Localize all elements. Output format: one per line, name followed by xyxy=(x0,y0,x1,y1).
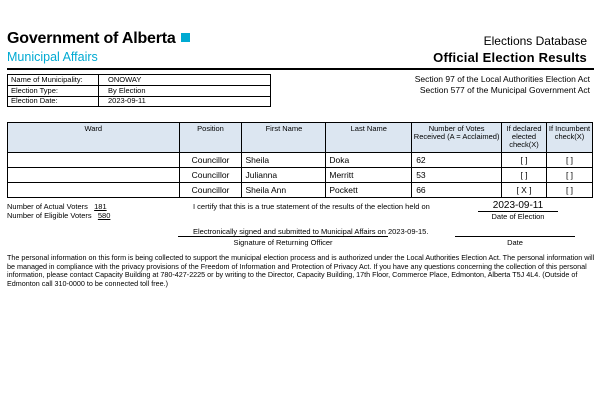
incumbent-checkbox: [ ] xyxy=(547,153,593,168)
declared-header-line2: elected xyxy=(511,132,537,141)
table-row xyxy=(8,153,593,168)
last-name-cell: Pockett xyxy=(326,183,412,198)
last-name-cell: Doka xyxy=(326,153,412,168)
signature-line xyxy=(178,236,388,237)
last-name-header: Last Name xyxy=(326,123,412,153)
municipality-row xyxy=(8,75,270,86)
eligible-voters-label: Number of Eligible Voters xyxy=(7,211,92,220)
eligible-voters-line xyxy=(7,211,110,220)
votes-cell: 62 xyxy=(412,153,502,168)
votes-cell: 66 xyxy=(412,183,502,198)
ward-cell xyxy=(8,153,180,168)
ministry-name: Municipal Affairs xyxy=(7,50,98,64)
votes-header-line1: Number of Votes xyxy=(428,124,485,133)
privacy-notice: The personal information on this form is being collected to support the municipal election process and is authorized under the Local Authorities Election Act. The personal information will be managed in compliance with the privacy provisions of the Freedom of Information and Protection of Privacy Act. If you have any questions concerning the collection of this personal information, please contact Capacity Building at 780-427-2225 or by writing to the Director, Capacity Building, 17th Floor, Commerce Place, Edmonton, Alberta T5J 4L4. (Outside of Edmonton call 310-0000 to be connected toll free.) xyxy=(7,253,595,288)
election-date-signed: 2023-09-11 xyxy=(478,200,558,212)
table-row xyxy=(8,168,593,183)
info-separator xyxy=(98,96,99,107)
votes-cell: 53 xyxy=(412,168,502,183)
section-97-line: Section 97 of the Local Authorities Election Act xyxy=(414,74,590,84)
declared-checkbox: [ ] xyxy=(502,153,547,168)
first-name-cell: Julianna xyxy=(242,168,326,183)
database-title: Elections Database xyxy=(483,34,587,48)
date-line xyxy=(455,236,575,237)
ward-cell xyxy=(8,168,180,183)
position-cell: Councillor xyxy=(179,153,242,168)
org-name-text: Government of Alberta xyxy=(7,30,176,47)
logo-square-icon xyxy=(181,33,190,42)
actual-voters-label: Number of Actual Voters xyxy=(7,202,88,211)
results-table xyxy=(7,122,593,198)
ward-header: Ward xyxy=(8,123,180,153)
declared-header-line3: check(X) xyxy=(509,140,539,149)
actual-voters-line xyxy=(7,202,107,211)
position-header: Position xyxy=(179,123,242,153)
election-date-caption: Date of Election xyxy=(491,212,545,221)
position-cell: Councillor xyxy=(179,168,242,183)
last-name-cell: Merritt xyxy=(326,168,412,183)
table-row xyxy=(8,183,593,198)
position-cell: Councillor xyxy=(179,183,242,198)
incumbent-checkbox: [ ] xyxy=(547,183,593,198)
first-name-cell: Sheila xyxy=(242,153,326,168)
first-name-cell: Sheila Ann xyxy=(242,183,326,198)
legislation-references xyxy=(415,74,590,96)
org-name xyxy=(7,30,190,48)
votes-header xyxy=(412,123,502,153)
election-date-value: 2023-09-11 xyxy=(108,96,146,105)
incumbent-header-line2: check(X) xyxy=(554,132,585,141)
date-caption: Date xyxy=(507,238,523,247)
declared-header xyxy=(502,123,547,153)
eligible-voters-value: 580 xyxy=(97,211,111,220)
electronic-signature-text: Electronically signed and submitted to Municipal Affairs on 2023-09-15. xyxy=(193,227,429,236)
info-separator xyxy=(98,75,99,85)
first-name-header: First Name xyxy=(242,123,326,153)
document-title: Official Election Results xyxy=(433,50,587,65)
incumbent-checkbox: [ ] xyxy=(547,168,593,183)
election-type-label: Election Type: xyxy=(11,86,58,95)
certification-statement: I certify that this is a true statement of the results of the election held on xyxy=(193,202,430,211)
header-divider xyxy=(7,68,594,70)
signature-caption: Signature of Returning Officer xyxy=(233,238,333,247)
section-577-line: Section 577 of the Municipal Government Act xyxy=(419,85,590,95)
votes-header-line2: Received (A = Acclaimed) xyxy=(413,132,500,141)
ward-cell xyxy=(8,183,180,198)
actual-voters-value: 181 xyxy=(94,202,107,211)
incumbent-header-line1: If Incumbent xyxy=(548,124,591,133)
municipality-value: ONOWAY xyxy=(108,75,142,84)
table-header-row xyxy=(8,123,593,153)
election-date-label: Election Date: xyxy=(11,96,58,105)
election-date-row xyxy=(8,96,270,107)
declared-checkbox: [ X ] xyxy=(502,183,547,198)
declared-header-line1: If declared xyxy=(506,124,542,133)
incumbent-header xyxy=(547,123,593,153)
election-info-box xyxy=(7,74,271,107)
election-type-value: By Election xyxy=(108,86,146,95)
info-separator xyxy=(98,86,99,96)
declared-checkbox: [ ] xyxy=(502,168,547,183)
municipality-label: Name of Municipality: xyxy=(11,75,83,84)
